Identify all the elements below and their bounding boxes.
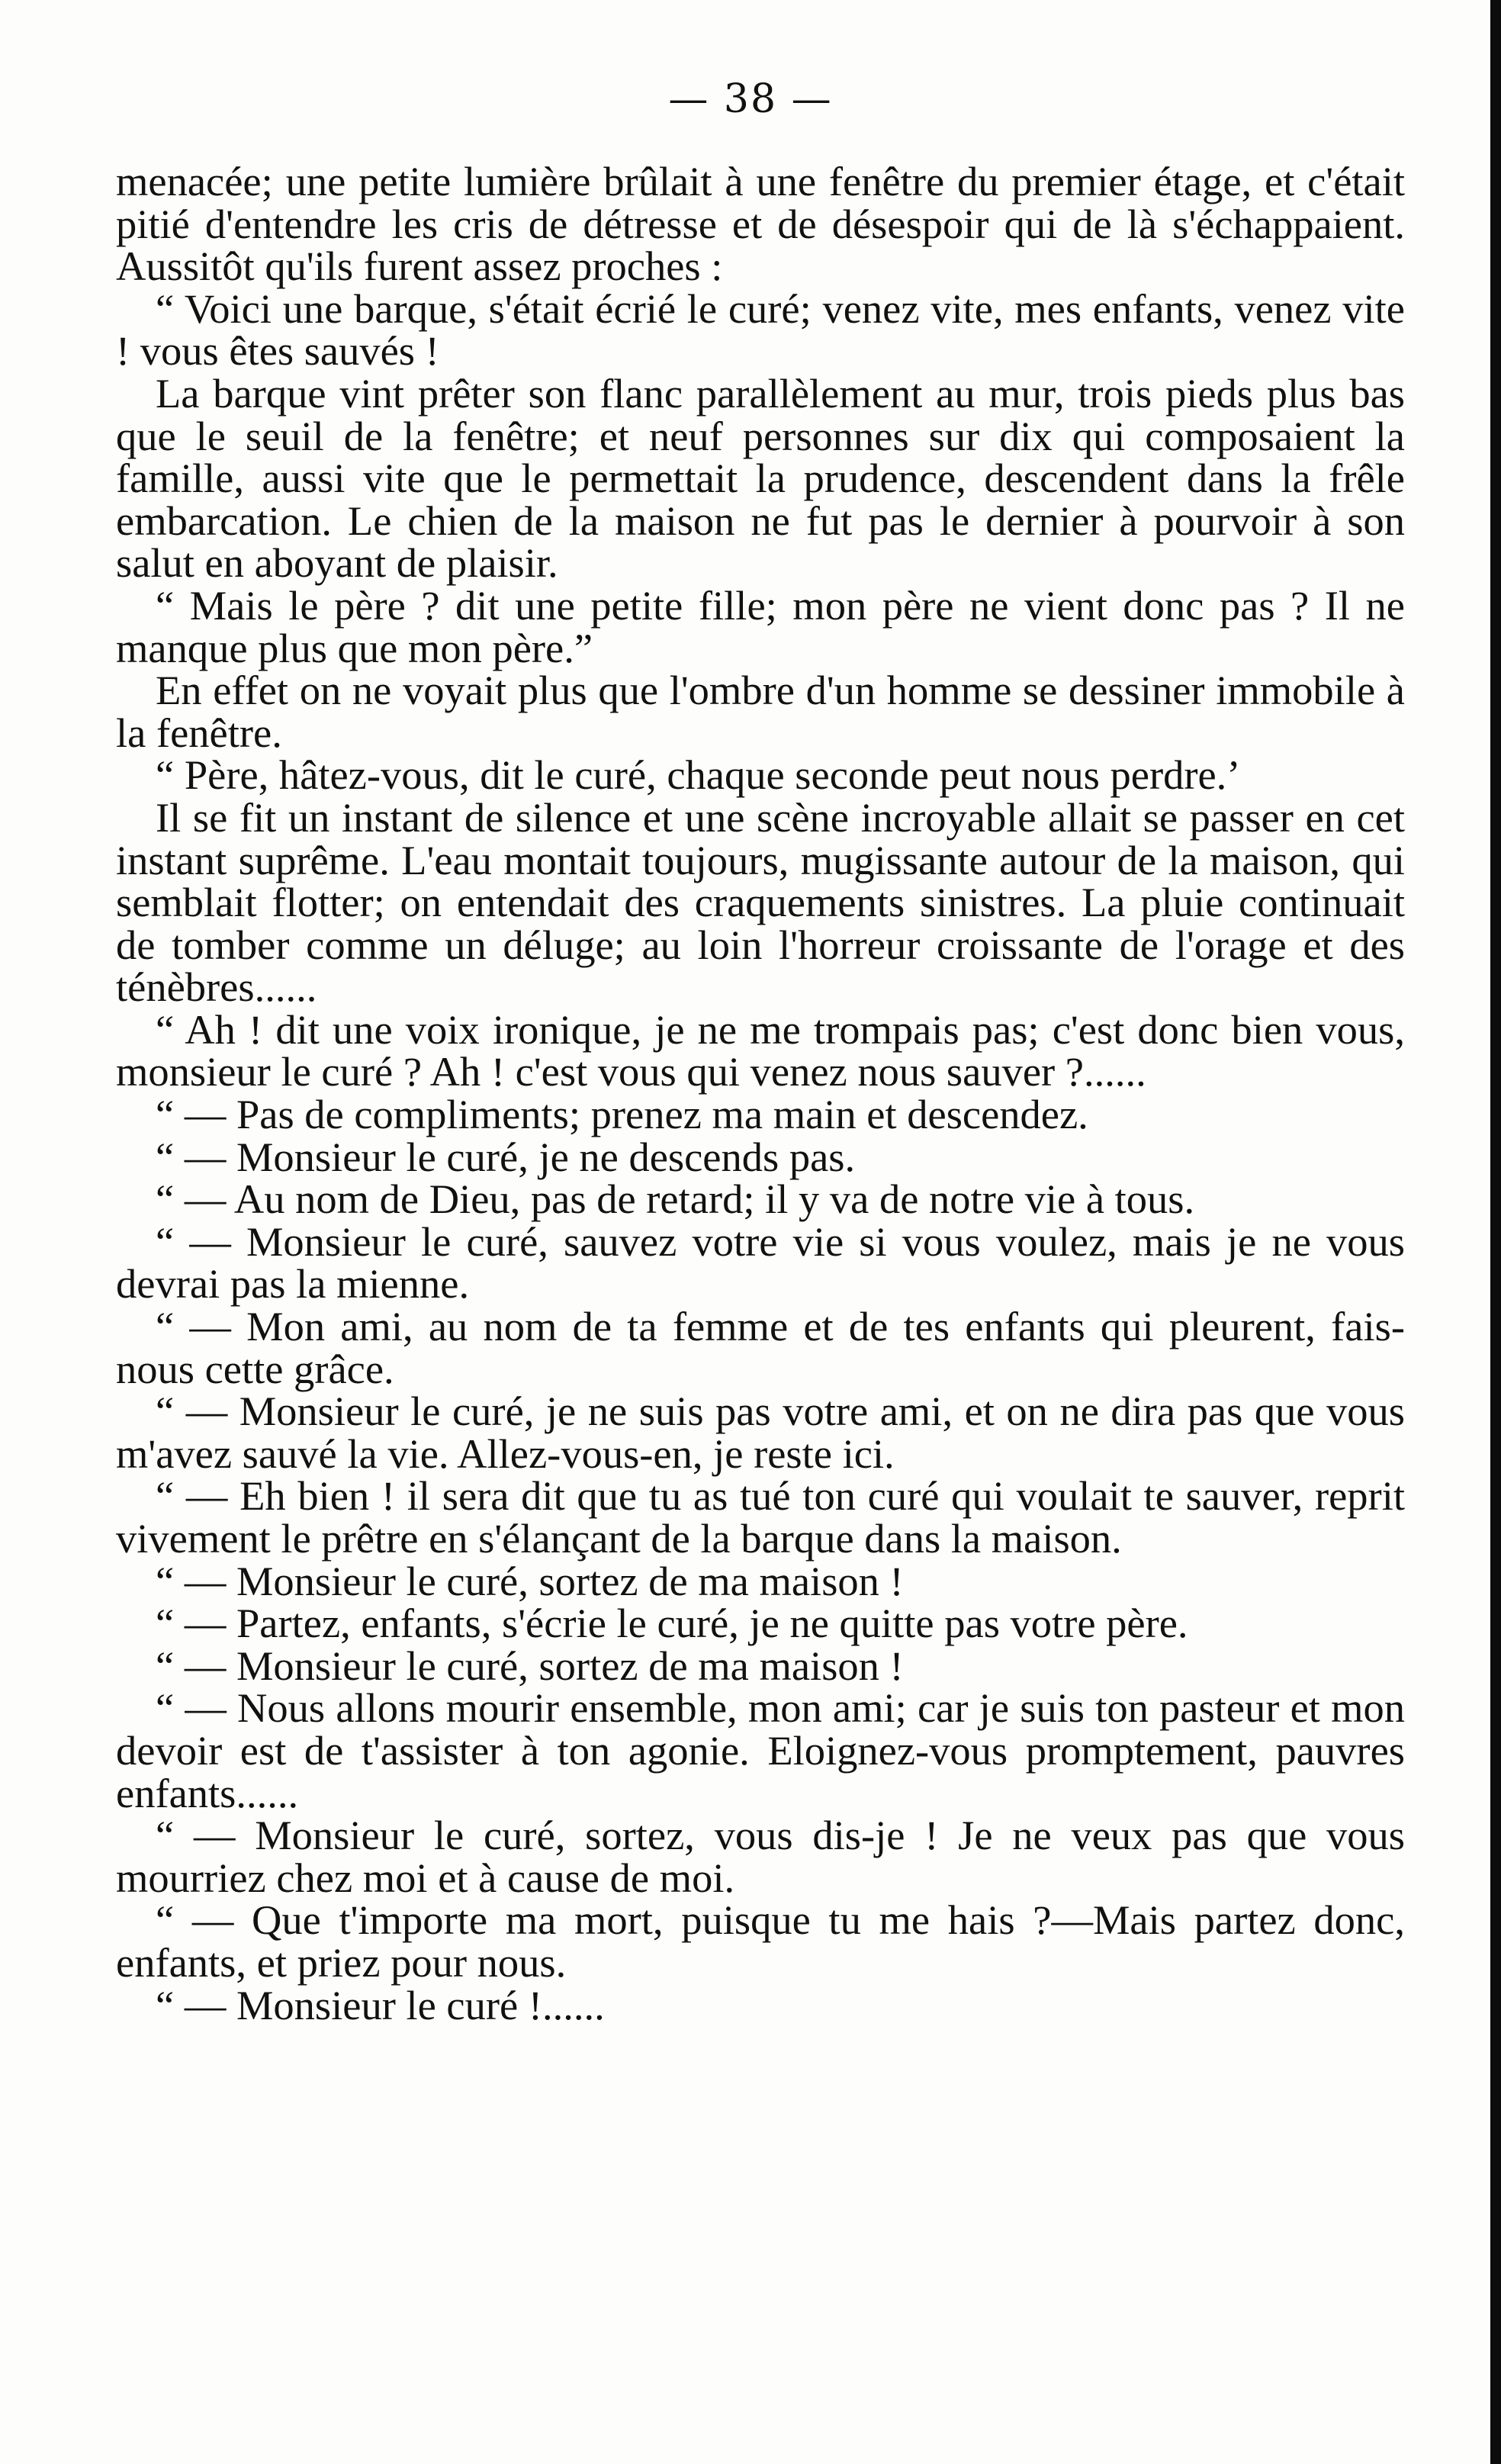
paragraph: “ — Eh bien ! il sera dit que tu as tué ton curé qui voulait te sauver, reprit vivement le prêtre en s'élançant de la barque dans la maison.: [116, 1472, 1405, 1562]
paragraph: “ Ah ! dit une voix ironique, je ne me trompais pas; c'est donc bien vous, monsieur le curé ? Ah ! c'est vous qui venez nous sauver ?......: [116, 1005, 1405, 1095]
paragraph: “ — Monsieur le curé, sortez, vous dis-je ! Je ne veux pas que vous mourriez chez moi et à cause de moi.: [116, 1812, 1405, 1901]
paragraph: “ — Monsieur le curé, je ne suis pas votre ami, et on ne dira pas que vous m'avez sauvé la vie. Allez-vous-en, je reste ici.: [116, 1388, 1405, 1477]
paragraph: “ — Au nom de Dieu, pas de retard; il y va de notre vie à tous.: [156, 1176, 1195, 1223]
paragraph: “ — Monsieur le curé, sortez de ma maison !: [156, 1557, 904, 1604]
paragraph: En effet on ne voyait plus que l'ombre d'un homme se dessiner immobile à la fenêtre.: [116, 667, 1405, 756]
paragraph: menacée; une petite lumière brûlait à une fenêtre du premier étage, et c'était pitié d'entendre les cris de détresse et de désespoir qui de là s'échappaient. Aussitôt qu'ils furent assez proches :: [116, 158, 1405, 290]
paragraph: Il se fit un instant de silence et une scène incroyable allait se passer en cet instant suprême. L'eau montait toujours, mugissante autour de la maison, qui semblait flotter; on entendait des craquements sinistres. La pluie continuait de tomber comme un déluge; au loin l'horreur croissante de l'orage et des ténèbres......: [116, 793, 1405, 1011]
paragraph: “ — Mon ami, au nom de ta femme et de tes enfants qui pleurent, fais-nous cette grâce.: [116, 1303, 1405, 1392]
paragraph: “ — Monsieur le curé, sauvez votre vie si vous voulez, mais je ne vous devrai pas la mienne.: [116, 1218, 1405, 1308]
page-number: — 38 —: [668, 76, 833, 122]
paragraph: “ — Monsieur le curé, je ne descends pas.: [156, 1133, 856, 1180]
paragraph: “ — Nous allons mourir ensemble, mon ami; car je suis ton pasteur et mon devoir est de t'assister à ton agonie. Eloignez-vous promptement, pauvres enfants......: [116, 1684, 1405, 1816]
paragraph: “ Voici une barque, s'était écrié le curé; venez vite, mes enfants, venez vite ! vous êtes sauvés !: [116, 285, 1405, 375]
page-edge-shadow: [1490, 0, 1501, 2464]
paragraph: “ — Monsieur le curé !......: [156, 1981, 605, 2028]
paragraph: “ Père, hâtez-vous, dit le curé, chaque seconde peut nous perdre.’: [156, 751, 1241, 799]
paragraph: “ — Que t'importe ma mort, puisque tu me hais ?—Mais partez donc, enfants, et priez pour nous.: [116, 1896, 1405, 1986]
paragraph: La barque vint prêter son flanc parallèlement au mur, trois pieds plus bas que le seuil de la fenêtre; et neuf personnes sur dix qui composaient la famille, aussi vite que le permettait la prudence, descendent dans la frêle embarcation. Le chien de la maison ne fut pas le dernier à pourvoir à son salut en aboyant de plaisir.: [116, 369, 1405, 587]
paragraph: “ — Monsieur le curé, sortez de ma maison !: [156, 1642, 904, 1689]
paragraph: “ Mais le père ? dit une petite fille; mon père ne vient donc pas ? Il ne manque plus que mon père.”: [116, 581, 1405, 671]
body-text: [116, 160, 1405, 2026]
paragraph: “ — Pas de compliments; prenez ma main et descendez.: [156, 1091, 1088, 1138]
paragraph: “ — Partez, enfants, s'écrie le curé, je ne quitte pas votre père.: [156, 1600, 1188, 1647]
